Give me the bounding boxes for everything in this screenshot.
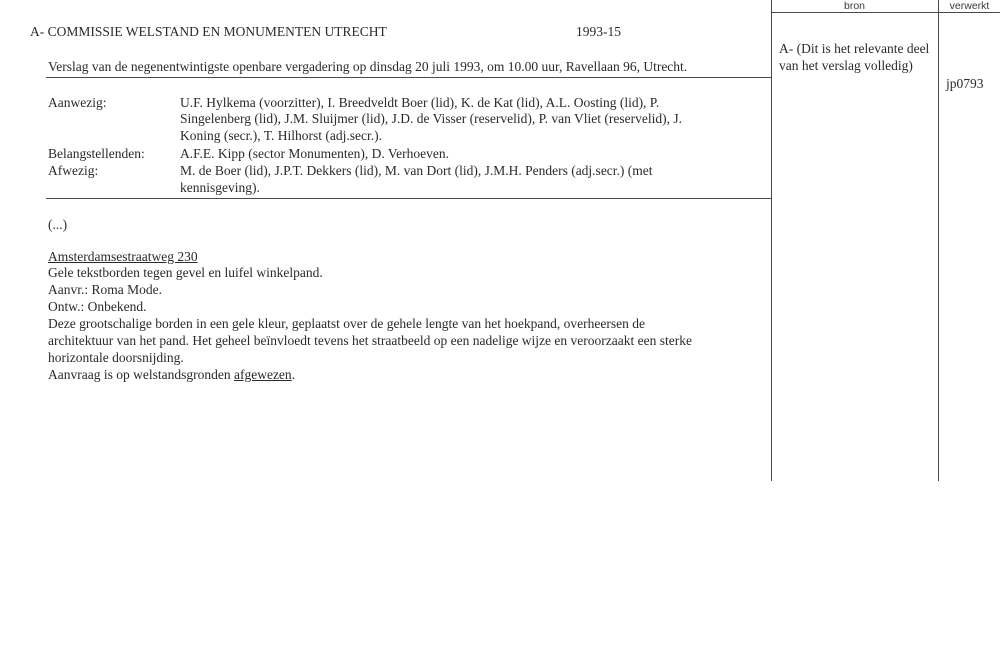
document-title: A- COMMISSIE WELSTAND EN MONUMENTEN UTRECHT <box>30 24 387 39</box>
meeting-report-line: Verslag van de negenentwintigste openbare vergadering op dinsdag 20 juli 1993, om 10.00 uur, Ravellaan 96, Utrecht. <box>48 59 688 74</box>
decision-word: afgewezen <box>233 367 292 382</box>
body-line-5: architektuur van het pand. Het geheel beïnvloedt tevens het straatbeeld op een nadelige wijze en veroorzaakt een sterke <box>48 333 692 348</box>
decision-prefix: Aanvraag is op welstandsgronden <box>48 367 234 382</box>
body-line-1: Gele tekstborden tegen gevel en luifel winkelpand. <box>48 265 323 280</box>
decision-line <box>48 366 295 383</box>
aanwezig-label: Aanwezig: <box>48 95 107 110</box>
body-line-6: horizontale doorsnijding. <box>48 350 184 365</box>
header-rule <box>46 77 772 78</box>
aanwezig-line-2: Singelenberg (lid), J.M. Sluijmer (lid), J.D. de Visser (reservelid), P. van Vliet (reservelid), J. <box>180 111 682 126</box>
column-header-divider <box>771 12 1000 13</box>
afwezig-line-2: kennisgeving). <box>180 180 260 195</box>
decision-suffix: . <box>291 367 296 382</box>
address-heading: Amsterdamsestraatweg 230 <box>48 249 198 264</box>
body-line-2: Aanvr.: Roma Mode. <box>48 282 162 297</box>
body-line-3: Ontw.: Onbekend. <box>48 299 147 314</box>
afwezig-line-1: M. de Boer (lid), J.P.T. Dekkers (lid), M. van Dort (lid), J.M.H. Penders (adj.secr.) (met <box>180 163 653 178</box>
aanwezig-line-3: Koning (secr.), T. Hilhorst (adj.secr.). <box>180 128 382 143</box>
body-line-4: Deze grootschalige borden in een gele kleur, geplaatst over de gehele lengte van het hoekpand, overheersen de <box>48 316 645 331</box>
aanwezig-line-1: U.F. Hylkema (voorzitter), I. Breedveldt Boer (lid), K. de Kat (lid), A.L. Oosting (lid), P. <box>180 95 660 110</box>
afwezig-label: Afwezig: <box>48 163 99 178</box>
ellipsis: (...) <box>48 217 68 232</box>
bron-column-left-border <box>771 0 772 481</box>
attendance-rule <box>46 198 772 199</box>
bron-column-header: bron <box>843 0 865 12</box>
verwerkt-value: jp0793 <box>946 76 984 91</box>
document-number: 1993-15 <box>576 24 621 39</box>
belangstellenden-value: A.F.E. Kipp (sector Monumenten), D. Verhoeven. <box>180 146 449 161</box>
belangstellenden-label: Belangstellenden: <box>48 146 145 161</box>
bron-note: A- (Dit is het relevante deel van het verslag volledig) <box>779 41 930 73</box>
verwerkt-column-header: verwerkt <box>949 0 990 12</box>
